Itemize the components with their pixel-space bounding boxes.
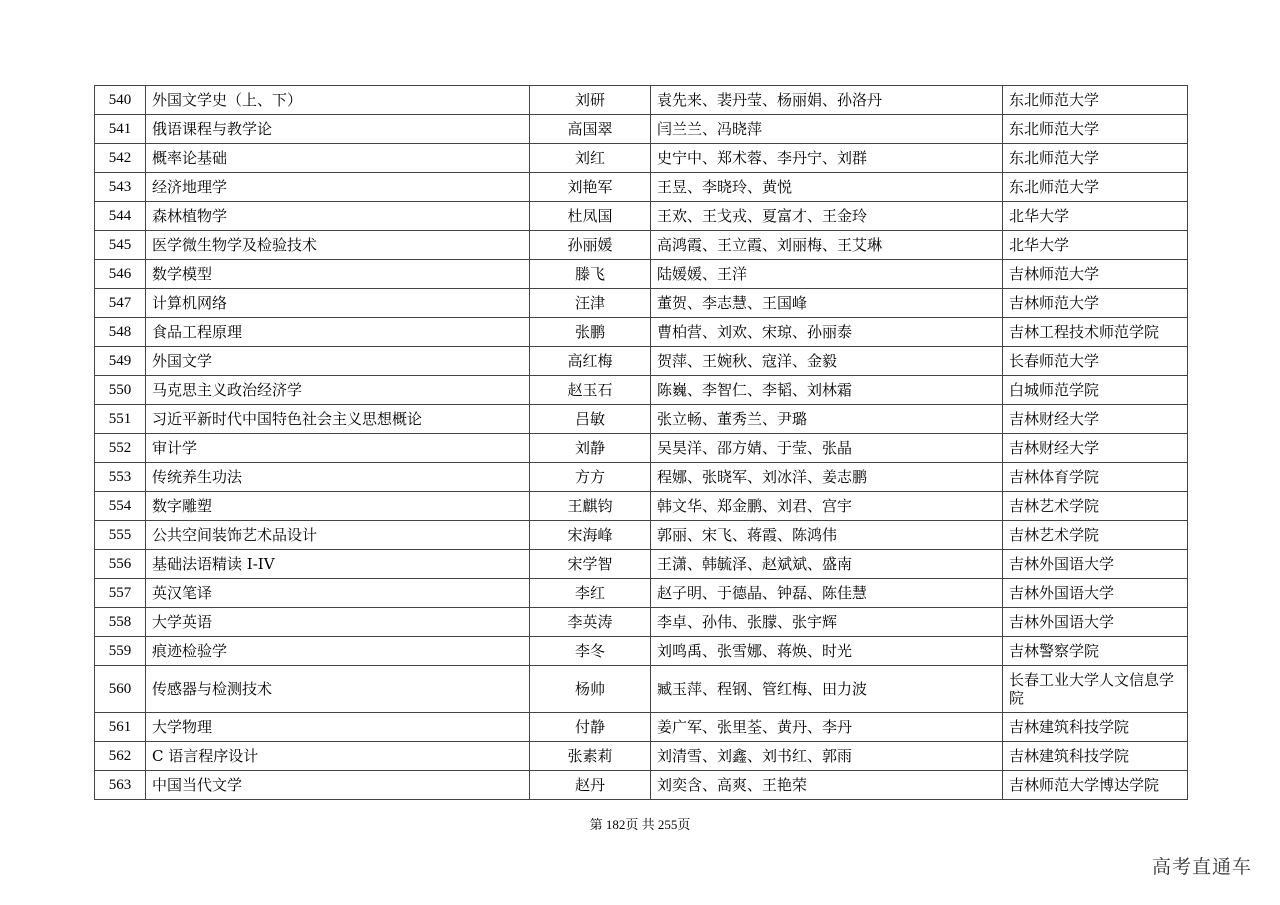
course-name-cell: 森林植物学 bbox=[146, 202, 530, 231]
institution-cell: 吉林外国语大学 bbox=[1003, 608, 1188, 637]
institution-cell: 吉林师范大学 bbox=[1003, 289, 1188, 318]
institution-cell: 吉林体育学院 bbox=[1003, 463, 1188, 492]
table-row bbox=[95, 492, 1188, 521]
course-name-cell: 大学物理 bbox=[146, 713, 530, 742]
chief-editor-cell: 滕飞 bbox=[530, 260, 651, 289]
members-cell: 王潇、韩毓泽、赵斌斌、盛南 bbox=[651, 550, 1003, 579]
table-row bbox=[95, 771, 1188, 800]
table-row bbox=[95, 231, 1188, 260]
course-name-cell: 传感器与检测技术 bbox=[146, 666, 530, 713]
chief-editor-cell: 孙丽媛 bbox=[530, 231, 651, 260]
institution-cell: 吉林警察学院 bbox=[1003, 637, 1188, 666]
row-number-cell: 552 bbox=[95, 434, 146, 463]
row-number-cell: 555 bbox=[95, 521, 146, 550]
members-cell: 韩文华、郑金鹏、刘君、宫宇 bbox=[651, 492, 1003, 521]
row-number-cell: 562 bbox=[95, 742, 146, 771]
row-number-cell: 541 bbox=[95, 115, 146, 144]
chief-editor-cell: 刘研 bbox=[530, 86, 651, 115]
row-number-cell: 557 bbox=[95, 579, 146, 608]
table-row bbox=[95, 376, 1188, 405]
institution-cell: 北华大学 bbox=[1003, 231, 1188, 260]
chief-editor-cell: 宋海峰 bbox=[530, 521, 651, 550]
chief-editor-cell: 刘红 bbox=[530, 144, 651, 173]
members-cell: 刘鸣禹、张雪娜、蒋焕、时光 bbox=[651, 637, 1003, 666]
members-cell: 闫兰兰、冯晓萍 bbox=[651, 115, 1003, 144]
course-name-cell: 经济地理学 bbox=[146, 173, 530, 202]
page-number-footer: 第 182页 共 255页 bbox=[589, 817, 691, 832]
members-cell: 曹柏营、刘欢、宋琼、孙丽泰 bbox=[651, 318, 1003, 347]
course-name-cell: 痕迹检验学 bbox=[146, 637, 530, 666]
table-row bbox=[95, 86, 1188, 115]
table-row bbox=[95, 666, 1188, 713]
table-row bbox=[95, 608, 1188, 637]
row-number-cell: 560 bbox=[95, 666, 146, 713]
institution-cell: 北华大学 bbox=[1003, 202, 1188, 231]
members-cell: 吴昊洋、邵方婧、于莹、张晶 bbox=[651, 434, 1003, 463]
course-name-cell: 外国文学 bbox=[146, 347, 530, 376]
institution-cell: 吉林财经大学 bbox=[1003, 405, 1188, 434]
row-number-cell: 558 bbox=[95, 608, 146, 637]
table-row bbox=[95, 637, 1188, 666]
table-row bbox=[95, 713, 1188, 742]
row-number-cell: 551 bbox=[95, 405, 146, 434]
members-cell: 董贺、李志慧、王国峰 bbox=[651, 289, 1003, 318]
row-number-cell: 546 bbox=[95, 260, 146, 289]
chief-editor-cell: 方方 bbox=[530, 463, 651, 492]
institution-cell: 东北师范大学 bbox=[1003, 115, 1188, 144]
row-number-cell: 544 bbox=[95, 202, 146, 231]
row-number-cell: 559 bbox=[95, 637, 146, 666]
chief-editor-cell: 高红梅 bbox=[530, 347, 651, 376]
table-row bbox=[95, 144, 1188, 173]
row-number-cell: 550 bbox=[95, 376, 146, 405]
institution-cell: 东北师范大学 bbox=[1003, 86, 1188, 115]
course-name-cell: 概率论基础 bbox=[146, 144, 530, 173]
table-row bbox=[95, 173, 1188, 202]
institution-cell: 东北师范大学 bbox=[1003, 173, 1188, 202]
row-number-cell: 554 bbox=[95, 492, 146, 521]
table-row bbox=[95, 550, 1188, 579]
institution-cell: 吉林建筑科技学院 bbox=[1003, 742, 1188, 771]
institution-cell: 吉林艺术学院 bbox=[1003, 521, 1188, 550]
institution-cell: 吉林财经大学 bbox=[1003, 434, 1188, 463]
table-row bbox=[95, 742, 1188, 771]
table-row bbox=[95, 347, 1188, 376]
institution-cell: 吉林工程技术师范学院 bbox=[1003, 318, 1188, 347]
members-cell: 臧玉萍、程钢、管红梅、田力波 bbox=[651, 666, 1003, 713]
course-name-cell: 英汉笔译 bbox=[146, 579, 530, 608]
row-number-cell: 540 bbox=[95, 86, 146, 115]
institution-cell: 吉林建筑科技学院 bbox=[1003, 713, 1188, 742]
members-cell: 程娜、张晓军、刘冰洋、姜志鹏 bbox=[651, 463, 1003, 492]
table-body bbox=[95, 86, 1188, 800]
course-table bbox=[94, 85, 1188, 800]
members-cell: 史宁中、郑术蓉、李丹宁、刘群 bbox=[651, 144, 1003, 173]
row-number-cell: 547 bbox=[95, 289, 146, 318]
chief-editor-cell: 李冬 bbox=[530, 637, 651, 666]
institution-cell: 吉林外国语大学 bbox=[1003, 550, 1188, 579]
course-name-cell: 审计学 bbox=[146, 434, 530, 463]
members-cell: 袁先来、裴丹莹、杨丽娟、孙洛丹 bbox=[651, 86, 1003, 115]
row-number-cell: 563 bbox=[95, 771, 146, 800]
table-row bbox=[95, 521, 1188, 550]
row-number-cell: 556 bbox=[95, 550, 146, 579]
chief-editor-cell: 宋学智 bbox=[530, 550, 651, 579]
members-cell: 郭丽、宋飞、蒋霞、陈鸿伟 bbox=[651, 521, 1003, 550]
chief-editor-cell: 李英涛 bbox=[530, 608, 651, 637]
row-number-cell: 561 bbox=[95, 713, 146, 742]
chief-editor-cell: 赵玉石 bbox=[530, 376, 651, 405]
course-name-cell: 数字雕塑 bbox=[146, 492, 530, 521]
chief-editor-cell: 杜凤国 bbox=[530, 202, 651, 231]
institution-cell: 长春工业大学人文信息学院 bbox=[1003, 666, 1188, 713]
members-cell: 王昱、李晓玲、黄悦 bbox=[651, 173, 1003, 202]
table-row bbox=[95, 434, 1188, 463]
members-cell: 姜广军、张里荃、黄丹、李丹 bbox=[651, 713, 1003, 742]
members-cell: 赵子明、于德晶、钟磊、陈佳慧 bbox=[651, 579, 1003, 608]
course-name-cell: 大学英语 bbox=[146, 608, 530, 637]
course-name-cell: 食品工程原理 bbox=[146, 318, 530, 347]
course-name-cell: 基础法语精读 I-IV bbox=[146, 550, 530, 579]
course-name-cell: 习近平新时代中国特色社会主义思想概论 bbox=[146, 405, 530, 434]
course-name-cell: 公共空间装饰艺术品设计 bbox=[146, 521, 530, 550]
chief-editor-cell: 高国翠 bbox=[530, 115, 651, 144]
row-number-cell: 549 bbox=[95, 347, 146, 376]
institution-cell: 吉林外国语大学 bbox=[1003, 579, 1188, 608]
members-cell: 刘清雪、刘鑫、刘书红、郭雨 bbox=[651, 742, 1003, 771]
table-row bbox=[95, 405, 1188, 434]
row-number-cell: 542 bbox=[95, 144, 146, 173]
institution-cell: 白城师范学院 bbox=[1003, 376, 1188, 405]
institution-cell: 吉林师范大学 bbox=[1003, 260, 1188, 289]
institution-cell: 长春师范大学 bbox=[1003, 347, 1188, 376]
table-row bbox=[95, 289, 1188, 318]
chief-editor-cell: 张鹏 bbox=[530, 318, 651, 347]
members-cell: 张立畅、董秀兰、尹璐 bbox=[651, 405, 1003, 434]
chief-editor-cell: 汪津 bbox=[530, 289, 651, 318]
course-name-cell: 数学模型 bbox=[146, 260, 530, 289]
institution-cell: 东北师范大学 bbox=[1003, 144, 1188, 173]
table-row bbox=[95, 579, 1188, 608]
table-row bbox=[95, 115, 1188, 144]
course-name-cell: 中国当代文学 bbox=[146, 771, 530, 800]
row-number-cell: 543 bbox=[95, 173, 146, 202]
table-row bbox=[95, 463, 1188, 492]
chief-editor-cell: 王麒钧 bbox=[530, 492, 651, 521]
members-cell: 刘奕含、高爽、王艳荣 bbox=[651, 771, 1003, 800]
row-number-cell: 548 bbox=[95, 318, 146, 347]
course-name-cell: 俄语课程与教学论 bbox=[146, 115, 530, 144]
course-name-cell: 传统养生功法 bbox=[146, 463, 530, 492]
course-name-cell: 马克思主义政治经济学 bbox=[146, 376, 530, 405]
table-row bbox=[95, 318, 1188, 347]
chief-editor-cell: 吕敏 bbox=[530, 405, 651, 434]
row-number-cell: 545 bbox=[95, 231, 146, 260]
course-name-cell: 医学微生物学及检验技术 bbox=[146, 231, 530, 260]
members-cell: 高鸿霞、王立霞、刘丽梅、王艾琳 bbox=[651, 231, 1003, 260]
course-name-cell: C 语言程序设计 bbox=[146, 742, 530, 771]
watermark-logo-text: 高考直通车 bbox=[1151, 856, 1252, 878]
members-cell: 陈巍、李智仁、李韬、刘林霜 bbox=[651, 376, 1003, 405]
course-name-cell: 计算机网络 bbox=[146, 289, 530, 318]
chief-editor-cell: 刘艳军 bbox=[530, 173, 651, 202]
institution-cell: 吉林艺术学院 bbox=[1003, 492, 1188, 521]
chief-editor-cell: 张素莉 bbox=[530, 742, 651, 771]
table-row bbox=[95, 202, 1188, 231]
chief-editor-cell: 李红 bbox=[530, 579, 651, 608]
chief-editor-cell: 赵丹 bbox=[530, 771, 651, 800]
institution-cell: 吉林师范大学博达学院 bbox=[1003, 771, 1188, 800]
members-cell: 陆媛媛、王洋 bbox=[651, 260, 1003, 289]
course-name-cell: 外国文学史（上、下） bbox=[146, 86, 530, 115]
row-number-cell: 553 bbox=[95, 463, 146, 492]
chief-editor-cell: 付静 bbox=[530, 713, 651, 742]
members-cell: 李卓、孙伟、张朦、张宇辉 bbox=[651, 608, 1003, 637]
members-cell: 贺萍、王婉秋、寇洋、金毅 bbox=[651, 347, 1003, 376]
chief-editor-cell: 杨帅 bbox=[530, 666, 651, 713]
table-row bbox=[95, 260, 1188, 289]
chief-editor-cell: 刘静 bbox=[530, 434, 651, 463]
members-cell: 王欢、王戈戎、夏富才、王金玲 bbox=[651, 202, 1003, 231]
